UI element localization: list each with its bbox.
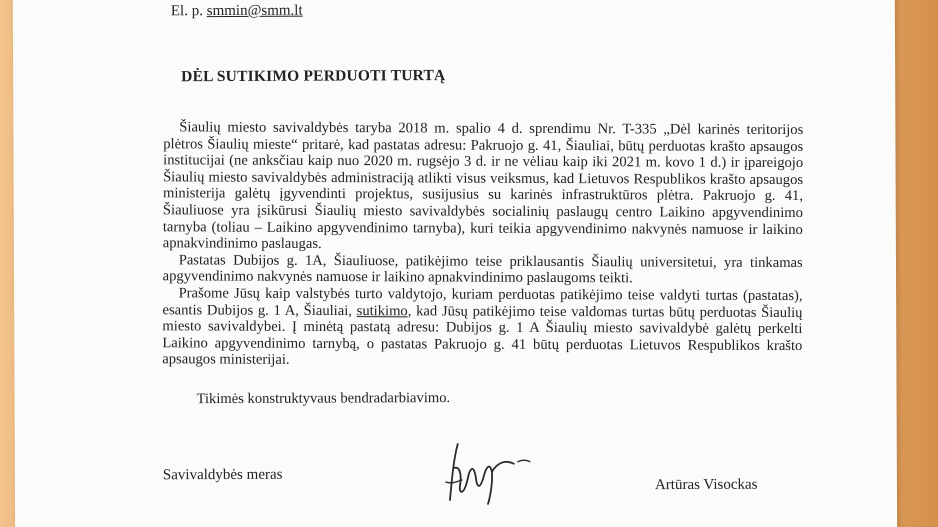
closing-line: Tikimės konstruktyvaus bendradarbiavimo. (196, 390, 451, 408)
letter-body (162, 119, 803, 371)
letter-paper (13, 0, 897, 527)
signer-role: Savivaldybės meras (162, 466, 283, 484)
email-label: El. p. (170, 3, 203, 20)
paragraph-3-start: Prašome Jūsų kaip valstybės turto valdytojo, kuriam perduotas patikėjimo teise valdyti turtas (pastatas), esantis Dubijos g. 1 A, Šiauliai, (162, 285, 803, 319)
signer-name: Artūras Visockas (654, 476, 758, 494)
paragraph-1: Šiaulių miesto savivaldybės taryba 2018 m. spalio 4 d. sprendimu Nr. T-335 „Dėl karinės teritorijos plėtros Šiaulių mieste“ pritarė, kad pastatas adresu: Pakruojo g. 41, Šiauliai, būtų perduotas krašto apsaugos institucijai (ne anksčiau kaip nuo 2020 m. rugsėjo 3 d. ir ne vėliau kaip iki 2021 m. kovo 1 d.) ir įpareigojo Šiaulių miesto savivaldybės administraciją atlikti visus veiksmus, kad Lietuvos Respublikos krašto apsaugos ministerija galėtų įgyvendinti projektus, susijusius su karinės infrastruktūros plėtra. Pakruojo g. 41, Šiauliuose yra įsikūrusi Šiaulių miesto savivaldybės socialinių paslaugų centro Laikino apgyvendinimo tarnyba (toliau – Laikino apgyvendinimo tarnyba), kuri teikia apgyvendinimo nakvynės namuose ir laikino apnakvindinimo paslaugas. (162, 119, 804, 253)
underlined-word-sutikimo: sutikimo (356, 302, 408, 319)
paragraph-3-end: , kad Jūsų patikėjimo teise valdomas turtas būtų perduotas Šiaulių miesto savivaldybei. Į minėtą pastatą adresu: Dubijos g. 1 A Šiaulių miesto savivaldybė galėtų perkelti Laikino apgyvendinimo tarnybą, o pastatas Pakruojo g. 41 būtų perduotas Lietuvos Respublikos krašto apsaugos ministerijai. (162, 302, 803, 369)
email-line (171, 3, 303, 21)
letter-subject: DĖL SUTIKIMO PERDUOTI TURTĄ (181, 67, 446, 86)
paragraph-3 (162, 285, 802, 371)
email-address: smmin@smm.lt (206, 2, 303, 20)
handwritten-signature (440, 438, 535, 508)
paragraph-2: Pastatas Dubijos g. 1A, Šiauliuose, patikėjimo teise priklausantis Šiaulių universitetui, yra tinkamas apgyvendinimo nakvynės namuose ir laikino apnakvindinimo paslaugoms teikti. (162, 252, 803, 287)
